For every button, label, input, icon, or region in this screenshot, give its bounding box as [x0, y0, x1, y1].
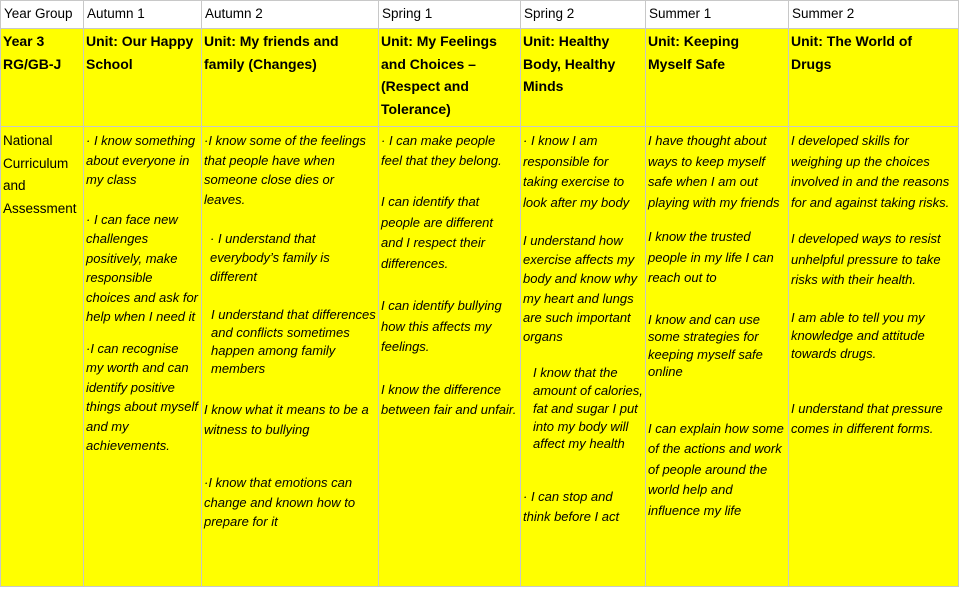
outcome-statement: · I know I am responsible for taking exercise to look after my body — [523, 133, 630, 210]
curriculum-cell-autumn-2[interactable] — [202, 127, 379, 587]
curriculum-cell-summer-2[interactable] — [789, 127, 959, 587]
outcome-statement: · I can make people feel that they belong. — [381, 133, 502, 168]
outcome-statement: I understand that differences and conflicts sometimes happen among family members — [211, 307, 376, 376]
outcome-statement: · I can stop and think before I act — [523, 489, 620, 524]
outcome-statement: I know the trusted people in my life I can reach out to — [648, 229, 774, 285]
outcome-statement: · I understand that everybody’s family is different — [210, 231, 330, 284]
outcome-statement: I developed skills for weighing up the choices involved in and the reasons for and against taking risks. — [791, 133, 950, 210]
outcome-statement: I can identify that people are different and I respect their differences. — [381, 194, 494, 271]
header-cell-summer-2[interactable]: Summer 2 — [789, 1, 959, 29]
unit-cell-autumn-1[interactable]: Unit: Our Happy School — [84, 29, 202, 127]
header-cell-autumn-2[interactable]: Autumn 2 — [202, 1, 379, 29]
outcome-statement: I am able to tell you my knowledge and attitude towards drugs. — [791, 309, 925, 361]
outcome-statement: ·I know that emotions can change and known how to prepare for it — [204, 475, 356, 529]
header-cell-year-group[interactable]: Year Group — [1, 1, 84, 29]
curriculum-label-cell[interactable]: National Curriculum and Assessment — [1, 127, 84, 587]
header-cell-autumn-1[interactable]: Autumn 1 — [84, 1, 202, 29]
curriculum-row — [1, 127, 959, 587]
outcome-statement: I can explain how some of the actions and work of people around the world help and influence my life — [648, 420, 784, 518]
unit-cell-autumn-2[interactable]: Unit: My friends and family (Changes) — [202, 29, 379, 127]
outcome-statement: I developed ways to resist unhelpful pressure to take risks with their health. — [791, 231, 941, 287]
outcome-statement: I know and can use some strategies for keeping myself safe online — [648, 311, 763, 379]
outcome-statement: I have thought about ways to keep myself safe when I am out playing with my friends — [648, 133, 780, 210]
unit-row — [1, 29, 959, 127]
header-row — [1, 1, 959, 29]
curriculum-cell-spring-1[interactable] — [379, 127, 521, 587]
curriculum-cell-spring-2[interactable] — [521, 127, 646, 587]
outcome-statement: · I know something about everyone in my class — [86, 133, 196, 187]
curriculum-cell-summer-1[interactable] — [646, 127, 789, 587]
unit-cell-summer-2[interactable]: Unit: The World of Drugs — [789, 29, 959, 127]
unit-cell-summer-1[interactable]: Unit: Keeping Myself Safe — [646, 29, 789, 127]
outcome-statement: ·I know some of the feelings that people have when someone close dies or leaves. — [204, 133, 366, 207]
outcome-statement: ·I can recognise my worth and can identify positive things about myself and my achievements. — [86, 340, 199, 453]
outcome-statement: · I can face new challenges positively, make responsible choices and ask for help when I need it — [86, 211, 199, 324]
outcome-statement: I can identify bullying how this affects my feelings. — [381, 298, 502, 354]
outcome-statement: I understand how exercise affects my body and know why my heart and lungs are such important organs — [523, 233, 638, 345]
outcome-statement: I know that the amount of calories, fat and sugar I put into my body will affect my health — [533, 365, 643, 452]
header-cell-summer-1[interactable]: Summer 1 — [646, 1, 789, 29]
curriculum-cell-autumn-1[interactable] — [84, 127, 202, 587]
outcome-statement: I know the difference between fair and unfair. — [381, 381, 517, 417]
header-cell-spring-1[interactable]: Spring 1 — [379, 1, 521, 29]
unit-cell-spring-1[interactable]: Unit: My Feelings and Choices – (Respect and Tolerance) — [379, 29, 521, 127]
outcome-statement: I know what it means to be a witness to bullying — [204, 402, 369, 437]
header-cell-spring-2[interactable]: Spring 2 — [521, 1, 646, 29]
unit-cell-spring-2[interactable]: Unit: Healthy Body, Healthy Minds — [521, 29, 646, 127]
year-group-cell[interactable]: Year 3 RG/GB-J — [1, 29, 84, 127]
outcome-statement: I understand that pressure comes in different forms. — [791, 400, 943, 436]
